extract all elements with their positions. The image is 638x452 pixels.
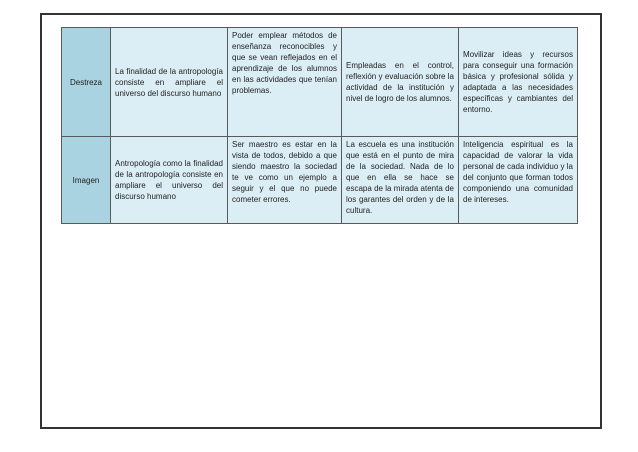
table-row-destreza (62, 28, 578, 137)
table-cell: Empleadas en el control, reflexión y evaluación sobre la actividad de la institución y nivel de logro de los alumnos. (342, 28, 459, 137)
row-header-imagen: Imagen (62, 137, 111, 224)
page-frame (40, 13, 602, 429)
table-cell: La escuela es una institución que está en el punto de mira de la sociedad. Nada de lo que en ella se hace se escapa de la mirada atenta de los garantes del orden y de la cultura. (342, 137, 459, 224)
table-cell: Movilizar ideas y recursos para conseguir una formación básica y profesional sólida y adaptada a las necesidades específicas y cambiantes del entorno. (459, 28, 578, 137)
table-cell: Poder emplear métodos de enseñanza reconocibles y que se vean reflejados en el aprendizaje de los alumnos en las actividades que tenían problemas. (228, 28, 342, 137)
table-cell: Ser maestro es estar en la vista de todos, debido a que siendo maestro la sociedad te ve como un ejemplo a seguir y el que no puede cometer errores. (228, 137, 342, 224)
row-header-destreza: Destreza (62, 28, 111, 137)
table-row-imagen (62, 137, 578, 224)
table-cell: Antropología como la finalidad de la antropología consiste en ampliare el universo del discurso humano (111, 137, 228, 224)
table-cell: La finalidad de la antropología consiste en ampliare el universo del discurso humano (111, 28, 228, 137)
comparison-table (61, 27, 578, 224)
table-cell: Inteligencia espiritual es la capacidad de valorar la vida personal de cada individuo y la del conjunto que forman todos componiendo una comunidad de intereses. (459, 137, 578, 224)
